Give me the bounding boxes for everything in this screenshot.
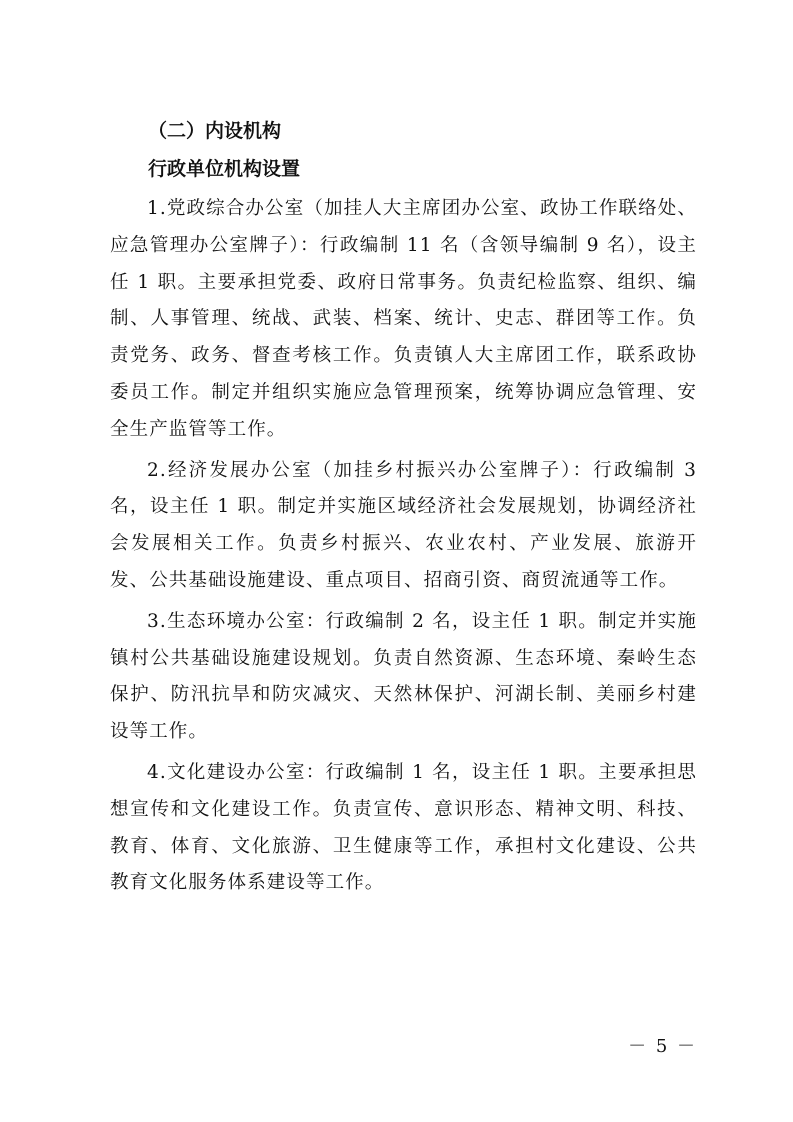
paragraph-culture-office: 4.文化建设办公室：行政编制 1 名，设主任 1 职。主要承担思想宣传和文化建设工作。负责宣传、意识形态、精神文明、科技、教育、体育、文化旅游、卫生健康等工作，承担村文化建设、公共教育文化服务体系建设等工作。	[110, 761, 697, 894]
section-heading: （二）内设机构	[148, 120, 282, 142]
paragraph-ecology-office: 3.生态环境办公室：行政编制 2 名，设主任 1 职。制定并实施镇村公共基础设施建设规划。负责自然资源、生态环境、秦岭生态保护、防汛抗旱和防灾减灾、天然林保护、河湖长制、美丽乡村建设等工作。	[110, 610, 697, 743]
paragraph-economic-office: 2.经济发展办公室（加挂乡村振兴办公室牌子）：行政编制 3 名，设主任 1 职。制定并实施区域经济社会发展规划，协调经济社会发展相关工作。负责乡村振兴、农业农村、产业发展、旅游开发、公共基础设施建设、重点项目、招商引资、商贸流通等工作。	[110, 459, 697, 591]
sub-heading: 行政单位机构设置	[148, 158, 301, 180]
page-number: － 5 －	[628, 1036, 697, 1057]
paragraph-party-office: 1.党政综合办公室（加挂人大主席团办公室、政协工作联络处、应急管理办公室牌子）：行政编制 11 名（含领导编制 9 名），设主任 1 职。主要承担党委、政府日常事务。负责纪检监察、组织、编制、人事管理、统战、武装、档案、统计、史志、群团等工作。负责党务、政务、督查考核工作。负责镇人大主席团工作，联系政协委员工作。制定并组织实施应急管理预案，统筹协调应急管理、安全生产监管等工作。	[110, 198, 697, 440]
